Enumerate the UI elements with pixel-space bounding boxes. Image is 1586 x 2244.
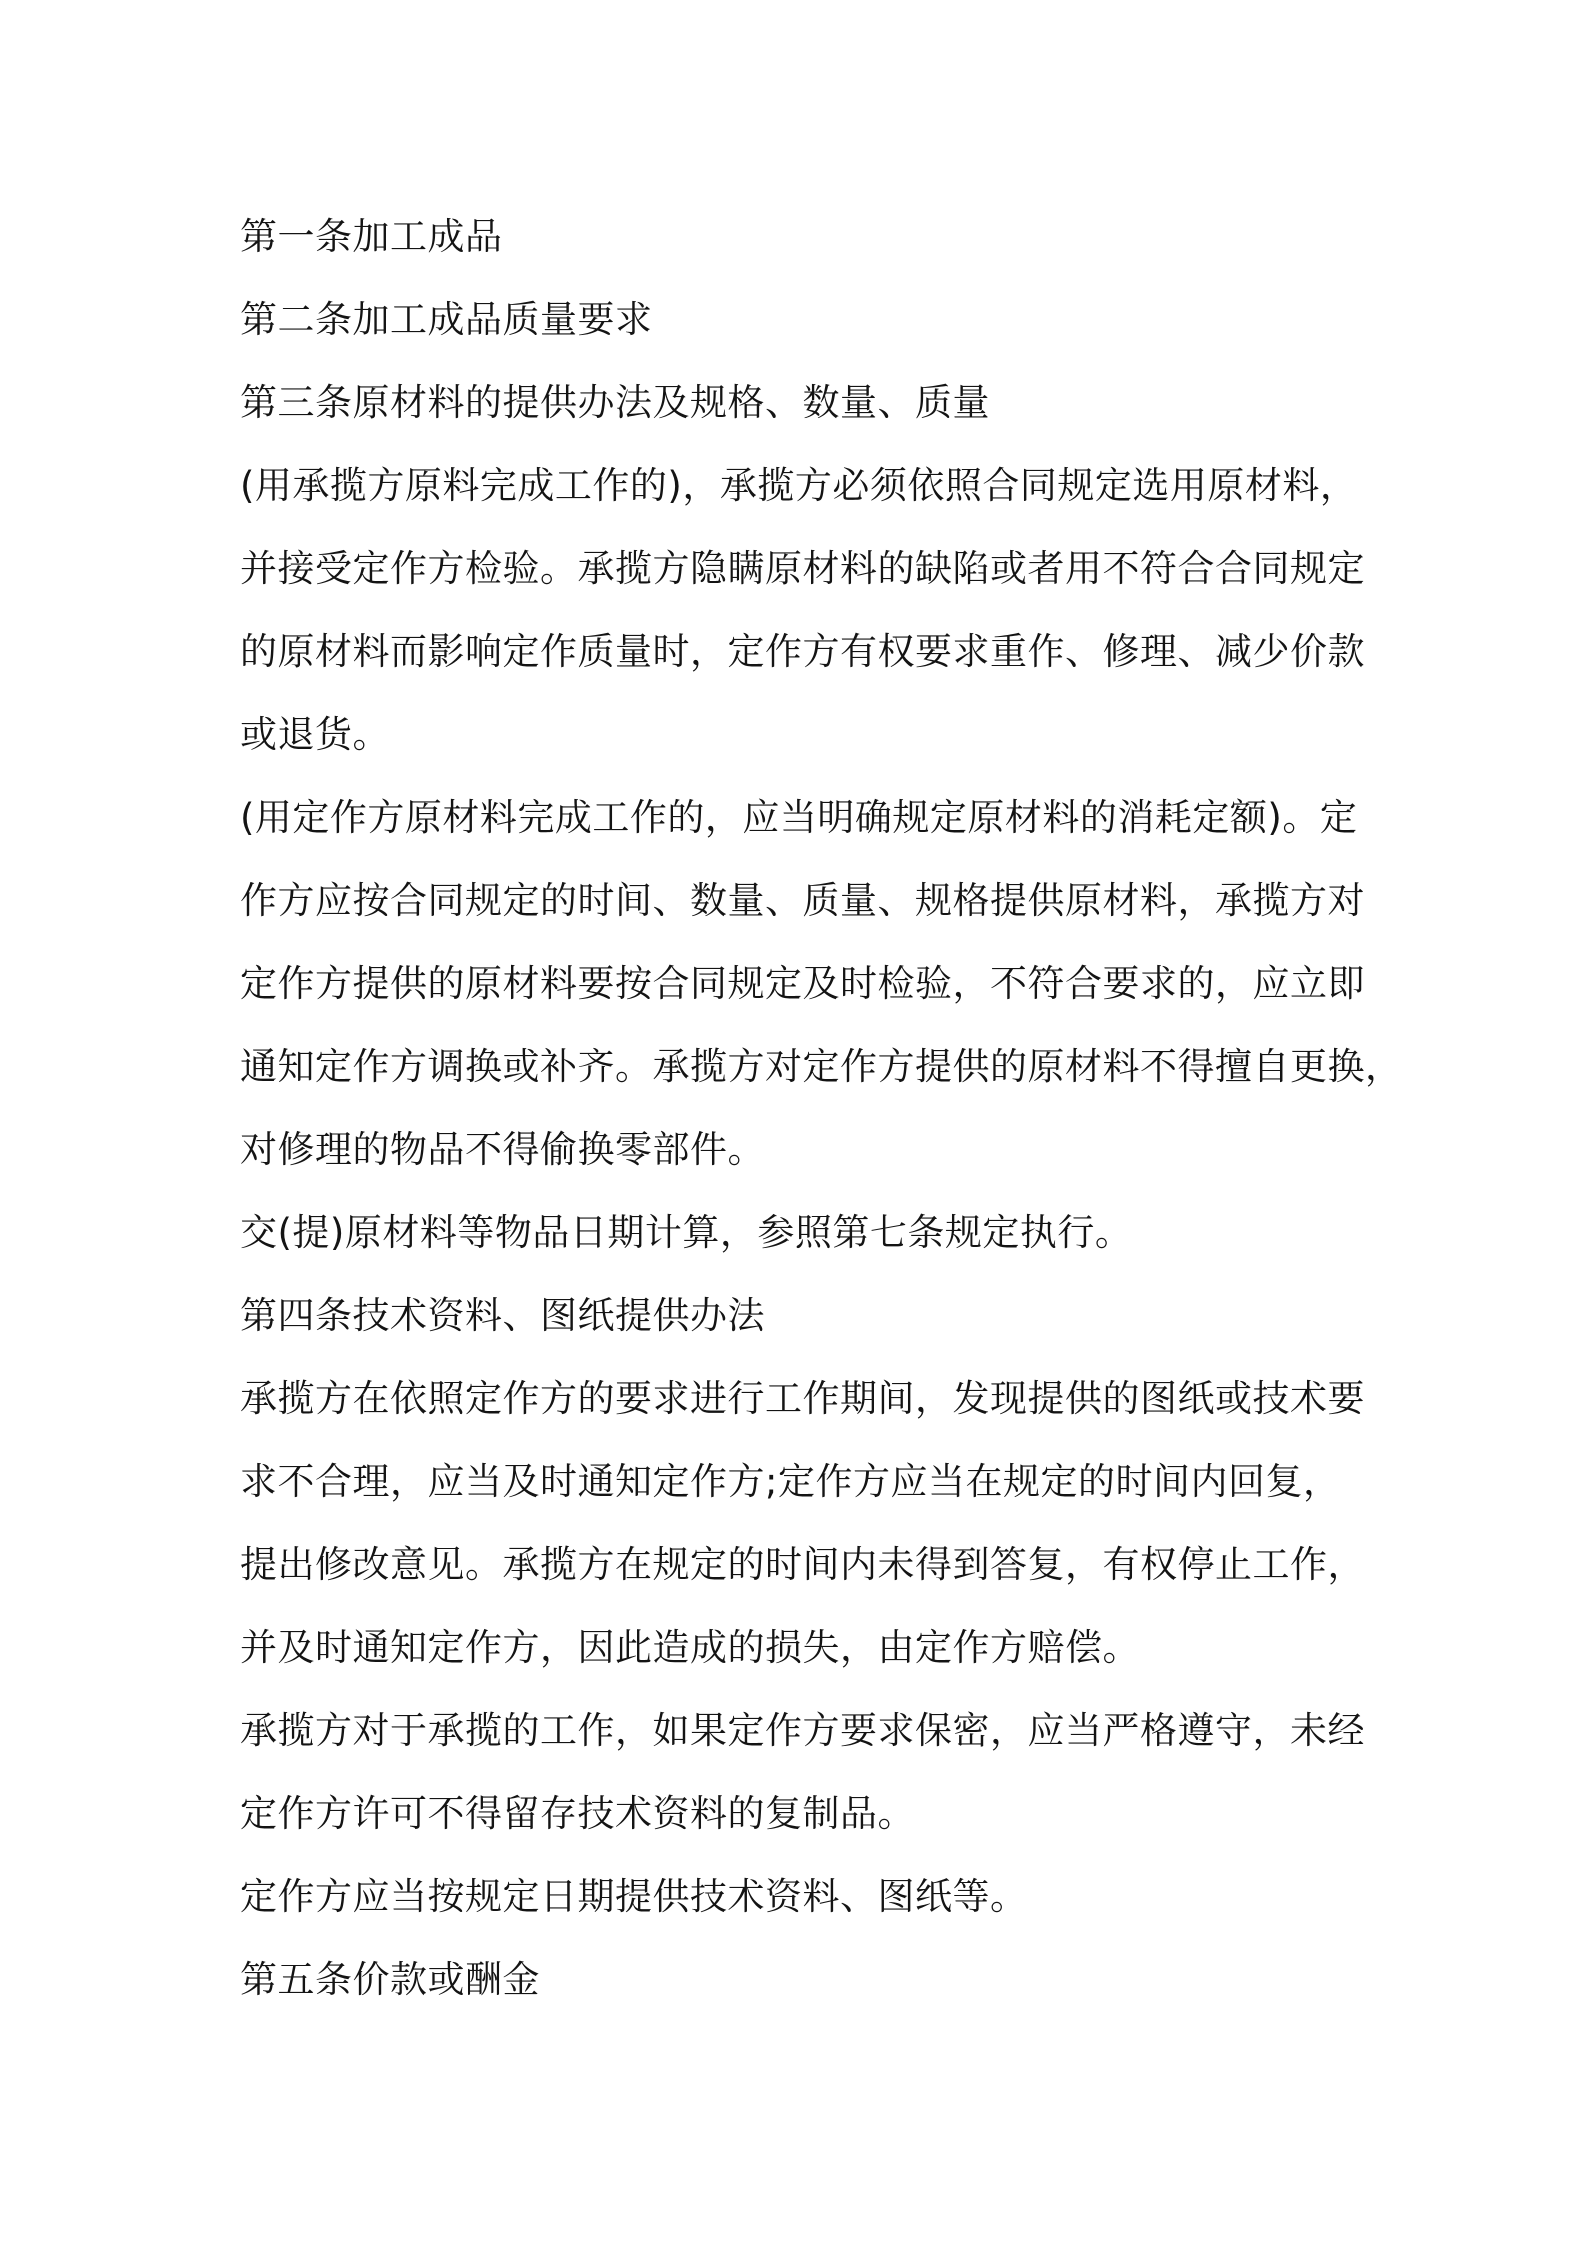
paragraph-line: 定作方提供的原材料要按合同规定及时检验，不符合要求的，应立即 (240, 962, 1365, 1005)
paragraph-line: 通知定作方调换或补齐。承揽方对定作方提供的原材料不得擅自更换， (240, 1045, 1403, 1088)
paragraph-line: 或退货。 (240, 713, 390, 756)
paragraph-line: 的原材料而影响定作质量时，定作方有权要求重作、修理、减少价款 (240, 630, 1365, 673)
paragraph-line: (用承揽方原料完成工作的)，承揽方必须依照合同规定选用原材料， (240, 464, 1358, 507)
paragraph-line: 提出修改意见。承揽方在规定的时间内未得到答复，有权停止工作， (240, 1543, 1365, 1586)
paragraph-line: 求不合理，应当及时通知定作方;定作方应当在规定的时间内回复， (240, 1460, 1341, 1503)
paragraph-line: 交(提)原材料等物品日期计算，参照第七条规定执行。 (240, 1211, 1133, 1254)
document-body (240, 195, 1403, 2021)
article-3-heading: 第三条原材料的提供办法及规格、数量、质量 (240, 381, 990, 424)
paragraph-line: 并接受定作方检验。承揽方隐瞒原材料的缺陷或者用不符合合同规定 (240, 547, 1365, 590)
article-5-heading: 第五条价款或酬金 (240, 1958, 540, 2001)
article-4-heading: 第四条技术资料、图纸提供办法 (240, 1294, 765, 1337)
article-2-heading: 第二条加工成品质量要求 (240, 298, 653, 341)
paragraph-line: 对修理的物品不得偷换零部件。 (240, 1128, 765, 1171)
paragraph-line: 定作方许可不得留存技术资料的复制品。 (240, 1792, 915, 1835)
paragraph-line: 承揽方在依照定作方的要求进行工作期间，发现提供的图纸或技术要 (240, 1377, 1365, 1420)
paragraph-line: 作方应按合同规定的时间、数量、质量、规格提供原材料，承揽方对 (240, 879, 1365, 922)
paragraph-line: 定作方应当按规定日期提供技术资料、图纸等。 (240, 1875, 1028, 1918)
paragraph-line: 并及时通知定作方，因此造成的损失，由定作方赔偿。 (240, 1626, 1140, 1669)
paragraph-line: 承揽方对于承揽的工作，如果定作方要求保密，应当严格遵守，未经 (240, 1709, 1365, 1752)
article-1-heading: 第一条加工成品 (240, 215, 503, 258)
paragraph-line: (用定作方原材料完成工作的，应当明确规定原材料的消耗定额)。定 (240, 796, 1358, 839)
